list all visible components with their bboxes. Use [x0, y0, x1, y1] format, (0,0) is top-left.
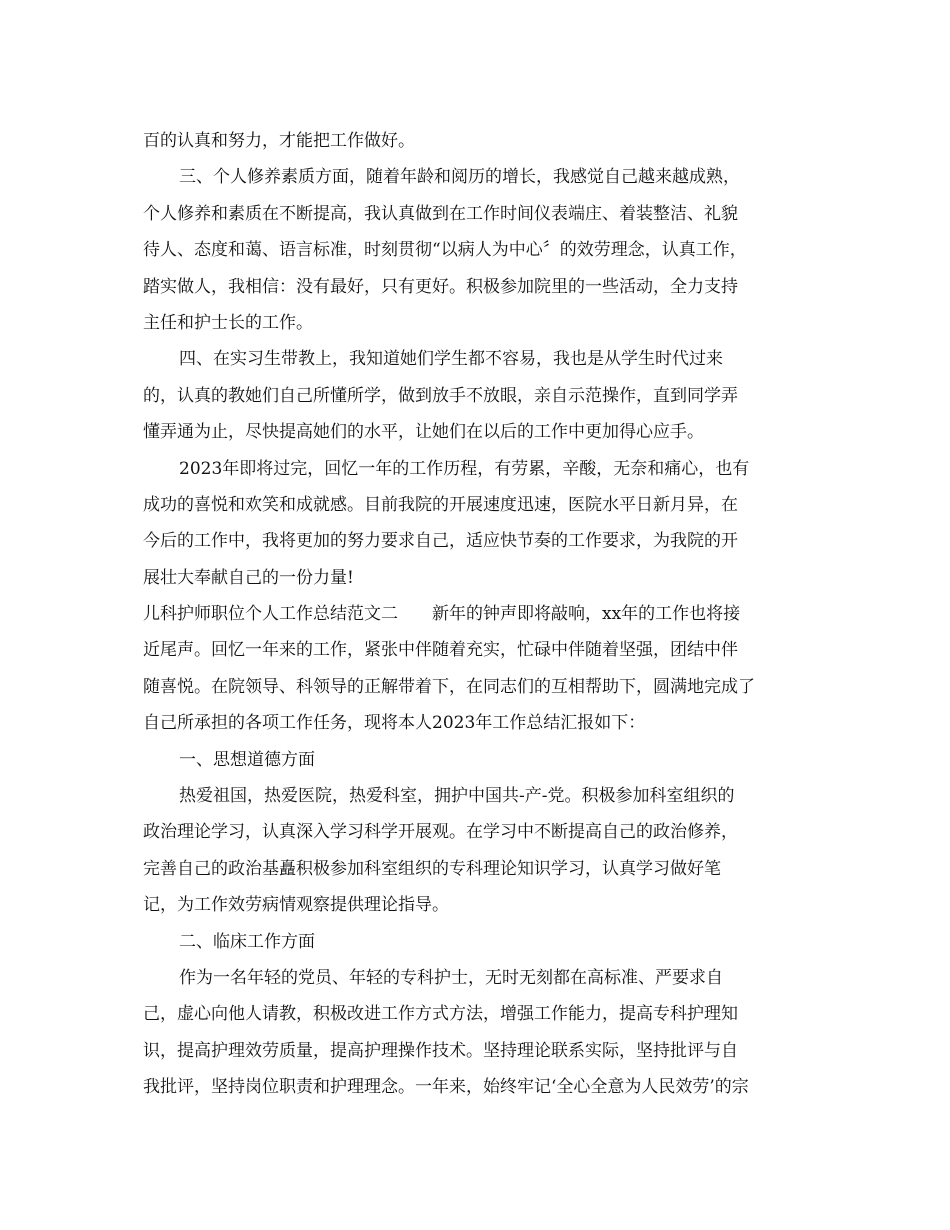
text-line: 己，虚心向他人请教，积极改进工作方式方法，增强工作能力，提高专科护理知	[143, 1004, 738, 1025]
text-line: 展壮大奉献自己的一份力量!	[143, 567, 354, 588]
text-line: 政治理论学习，认真深入学习科学开展观。在学习中不断提高自己的政治修养，	[143, 822, 738, 843]
document-body	[143, 123, 813, 1106]
text-line: 个人修养和素质在不断提高，我认真做到在工作时间仪表端庄、着装整洁、礼貌	[143, 203, 738, 224]
text-line: 的，认真的教她们自己所懂所学，做到放手不放眼，亲自示范操作，直到同学弄	[143, 385, 738, 406]
text-line: 成功的喜悦和欢笑和成就感。目前我院的开展速度迅速，医院水平日新月异，在	[143, 494, 738, 515]
text-line: 百的认真和努力，才能把工作做好。	[143, 131, 415, 151]
text-line: 踏实做人，我相信：没有最好，只有更好。积极参加院里的一些活动，全力支持	[143, 276, 738, 297]
text-line: 2023年即将过完，回忆一年的工作历程，有劳累，辛酸，无奈和痛心，也有	[179, 458, 750, 479]
text-line: 待人、态度和蔼、语言标准，时刻贯彻“以病人为中心〞的效劳理念，认真工作，	[143, 240, 747, 261]
text-line: 今后的工作中，我将更加的努力要求自己，适应快节奏的工作要求，为我院的开	[143, 531, 738, 552]
section-heading: 一、思想道德方面	[179, 749, 315, 770]
text-line: 随喜悦。在院领导、科领导的正解带着下，在同志们的互相帮助下，圆满地完成了	[143, 676, 755, 697]
text-line: 近尾声。回忆一年来的工作，紧张中伴随着充实，忙碌中伴随着坚强，团结中伴	[143, 640, 738, 661]
text-line: 自己所承担的各项工作任务，现将本人2023年工作总结汇报如下：	[143, 713, 646, 734]
text-line: 主任和护士长的工作。	[143, 312, 313, 333]
text-line: 四、在实习生带教上，我知道她们学生都不容易，我也是从学生时代过来	[179, 349, 723, 370]
section-title-line: 儿科护师职位个人工作总结范文二 新年的钟声即将敲响，xx年的工作也将接	[143, 604, 741, 625]
text-line: 热爱祖国，热爱医院，热爱科室，拥护中国共-产-党。积极参加科室组织的	[179, 786, 735, 807]
text-line: 懂弄通为止，尽快提高她们的水平，让她们在以后的工作中更加得心应手。	[143, 422, 704, 443]
text-line: 记，为工作效劳病情观察提供理论指导。	[143, 895, 449, 916]
section-heading: 二、临床工作方面	[179, 931, 315, 952]
text-line: 我批评，坚持岗位职责和护理理念。一年来，始终牢记‘全心全意为人民效劳’的宗	[143, 1077, 749, 1098]
text-line: 作为一名年轻的党员、年轻的专科护士，无时无刻都在高标准、严要求自	[179, 967, 723, 988]
text-line: 识，提高护理效劳质量，提高护理操作技术。坚持理论联系实际，坚持批评与自	[143, 1040, 738, 1061]
text-line: 三、个人修养素质方面，随着年龄和阅历的增长，我感觉自己越来越成熟，	[179, 167, 740, 188]
text-line: 完善自己的政治基矗积极参加科室组织的专科理论知识学习，认真学习做好笔	[143, 858, 721, 879]
